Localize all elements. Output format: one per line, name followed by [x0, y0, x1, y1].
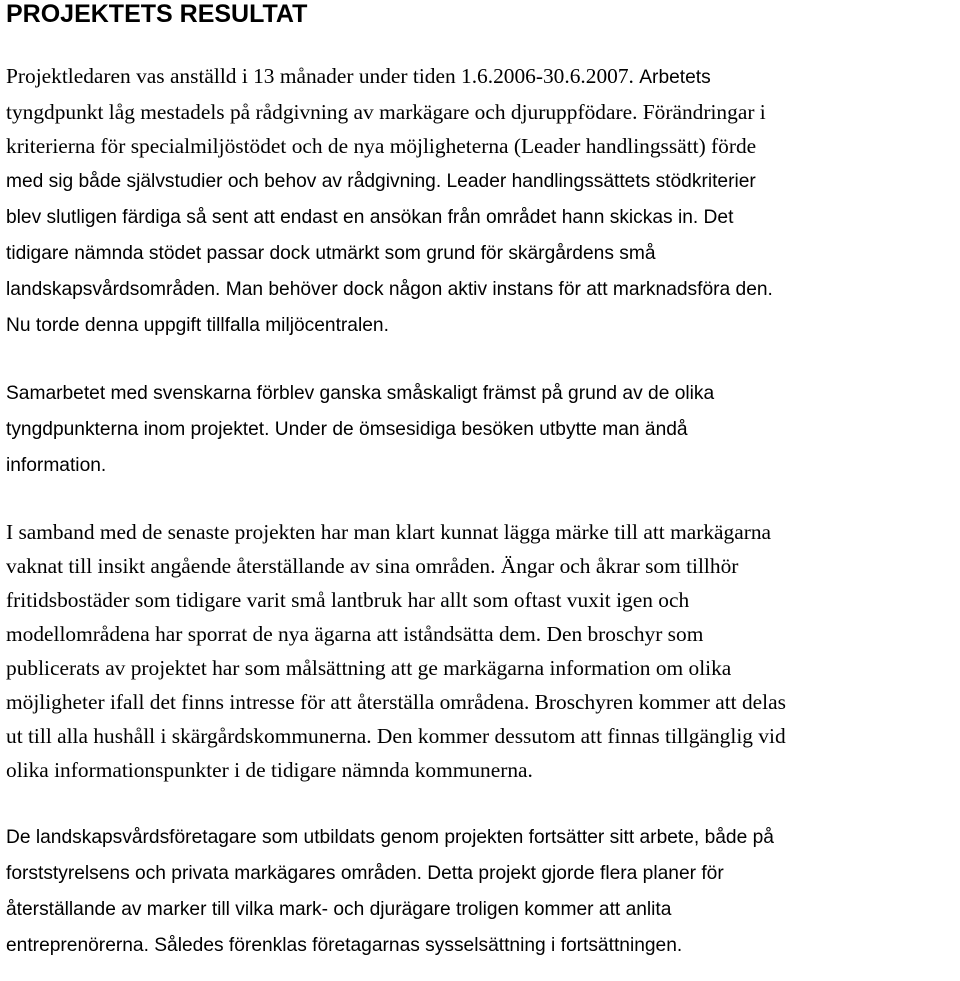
text-line — [6, 95, 958, 129]
text-line — [6, 719, 958, 753]
text-line — [6, 685, 958, 719]
text-run: fritidsbostäder som tidigare varit små lantbruk har allt som oftast vuxit igen och — [6, 588, 690, 612]
document-page — [6, 0, 958, 963]
text-line — [6, 891, 958, 927]
text-run: Arbetets — [639, 67, 711, 88]
text-run: modellområdena har sporrat de nya ägarna att iståndsätta dem. Den broschyr som — [6, 622, 704, 646]
text-line — [6, 307, 958, 343]
text-line — [6, 753, 958, 787]
text-line — [6, 855, 958, 891]
text-run: återställande av marker till vilka mark- och djurägare troligen kommer att anlita — [6, 899, 672, 920]
text-line — [6, 163, 958, 199]
text-run: Nu torde denna uppgift tillfalla miljöcentralen. — [6, 315, 389, 336]
text-line — [6, 927, 958, 963]
text-line — [6, 447, 958, 483]
paragraph-gap — [6, 787, 958, 819]
text-run: publicerats av projektet har som målsättning att ge markägarna information om olika — [6, 656, 732, 680]
text-run: blev slutligen färdiga så sent att endast en ansökan från området hann skickas in. Det — [6, 207, 734, 228]
text-line — [6, 583, 958, 617]
paragraph-gap — [6, 343, 958, 375]
text-line — [6, 617, 958, 651]
paragraph-1 — [6, 59, 958, 343]
text-run: tyngdpunkt låg mestadels på rådgivning av markägare och djuruppfödare. Förändringar i — [6, 100, 766, 124]
text-line — [6, 549, 958, 583]
text-run: information. — [6, 455, 107, 476]
document-body — [6, 59, 958, 963]
paragraph-4 — [6, 819, 958, 963]
text-line — [6, 129, 958, 163]
text-run: med sig både självstudier och behov av rådgivning. Leader handlingssättets stödkriterier — [6, 171, 756, 192]
text-run: kriterierna för specialmiljöstödet och de nya möjligheterna (Leader handlingssätt) förde — [6, 134, 757, 158]
page-title: PROJEKTETS RESULTAT — [6, 0, 308, 28]
text-line — [6, 199, 958, 235]
text-run: tyngdpunkterna inom projektet. Under de ömsesidiga besöken utbytte man ändå — [6, 419, 688, 440]
text-line — [6, 819, 958, 855]
text-run: forststyrelsens och privata markägares områden. Detta projekt gjorde flera planer för — [6, 863, 724, 884]
text-run: Samarbetet med svenskarna förblev ganska småskaligt främst på grund av de olika — [6, 383, 715, 404]
text-line — [6, 515, 958, 549]
text-line — [6, 375, 958, 411]
paragraph-3 — [6, 515, 958, 787]
paragraph-2 — [6, 375, 958, 483]
text-run: tidigare nämnda stödet passar dock utmärkt som grund för skärgårdens små — [6, 243, 656, 264]
text-run: entreprenörerna. Således förenklas företagarnas sysselsättning i fortsättningen. — [6, 935, 683, 956]
text-line — [6, 59, 958, 95]
text-run: landskapsvårdsområden. Man behöver dock någon aktiv instans för att marknadsföra den. — [6, 279, 773, 300]
text-run: olika informationspunkter i de tidigare nämnda kommunerna. — [6, 758, 533, 782]
text-line — [6, 651, 958, 685]
text-run: ut till alla hushåll i skärgårdskommunerna. Den kommer dessutom att finnas tillgänglig vid — [6, 724, 786, 748]
text-run: vaknat till insikt angående återställande av sina områden. Ängar och åkrar som tillhör — [6, 554, 739, 578]
text-run: De landskapsvårdsföretagare som utbildats genom projekten fortsätter sitt arbete, både på — [6, 827, 774, 848]
text-run: Projektledaren vas anställd i 13 månader under tiden 1.6.2006-30.6.2007. — [6, 64, 640, 88]
text-line — [6, 235, 958, 271]
text-run: I samband med de senaste projekten har man klart kunnat lägga märke till att markägarna — [6, 520, 772, 544]
paragraph-gap — [6, 483, 958, 515]
text-line — [6, 411, 958, 447]
text-run: möjligheter ifall det finns intresse för att återställa områdena. Broschyren kommer att delas — [6, 690, 786, 714]
text-line — [6, 271, 958, 307]
